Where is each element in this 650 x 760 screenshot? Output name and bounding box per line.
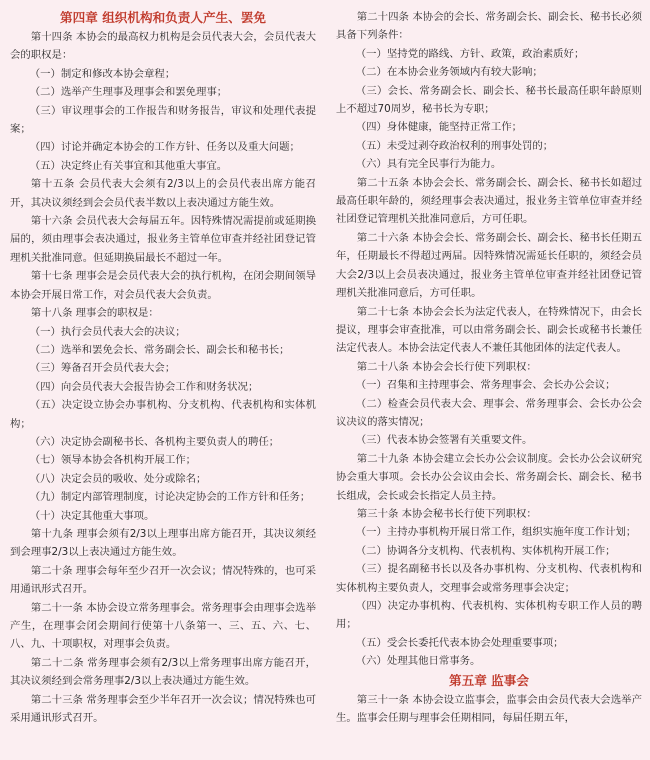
article-28-item-1: （一）召集和主持理事会、常务理事会、会长办公会议； xyxy=(355,379,616,392)
article-18-item-7: （七）领导本协会各机构开展工作； xyxy=(29,454,196,467)
article-18-item-4: （四）向会员代表大会报告协会工作和财务状况； xyxy=(29,380,259,393)
article-14: 第十四条 本协会的最高权力机构是会员代表大会，会员代表大会的职权是： xyxy=(10,31,316,62)
article-18-item-3: （三）筹备召开会员代表大会； xyxy=(29,362,176,375)
article-30-item-1: （一）主持办事机构开展日常工作，组织实施年度工作计划； xyxy=(355,526,637,539)
chapter-five-heading: 第五章 监事会 xyxy=(449,672,529,688)
article-24-item-1: （一）坚持党的路线、方针、政策，政治素质好； xyxy=(355,47,585,60)
article-30-item-2: （二）协调各分支机构、代表机构、实体机构开展工作； xyxy=(355,544,616,557)
article-24-item-6: （六）具有完全民事行为能力。 xyxy=(355,158,502,171)
article-18-item-10: （十）决定其他重大事项。 xyxy=(29,509,155,522)
article-19: 第十九条 理事会须有2/3以上理事出席方能召开，其决议须经到会理事2/3以上表决通过方能生效。 xyxy=(10,527,316,559)
article-14-item-1: （一）制定和修改本协会章程； xyxy=(29,67,176,80)
article-18-item-1: （一）执行会员代表大会的决议； xyxy=(29,325,186,338)
article-28-item-3: （三）代表本协会签署有关重要文件。 xyxy=(355,434,533,447)
article-30: 第三十条 本协会秘书长行使下列职权： xyxy=(356,507,537,520)
article-23: 第二十三条 常务理事会至少半年召开一次会议；情况特殊也可采用通讯形式召开。 xyxy=(10,693,316,725)
article-24-item-5: （五）未受过剥夺政治权利的刑事处罚的； xyxy=(355,139,554,152)
article-24-item-4: （四）身体健康，能坚持正常工作； xyxy=(355,121,522,134)
article-22: 第二十二条 常务理事会须有2/3以上常务理事出席方能召开，其决议须经到会常务理事2/3以上表决通过方能生效。 xyxy=(10,656,316,688)
article-21: 第二十一条 本协会设立常务理事会。常务理事会由理事会选举产生，在理事会闭会期间行使第十八条第一、三、五、六、七、八、九、十项职权，对理事会负责。 xyxy=(10,601,316,651)
article-18: 第十八条 理事会的职权是： xyxy=(30,307,159,320)
article-14-item-5: （五）决定终止有关事宜和其他重大事宜。 xyxy=(29,159,228,172)
article-14-item-4: （四）讨论并确定本协会的工作方针、任务以及重大问题； xyxy=(29,141,300,154)
article-24: 第二十四条 本协会的会长、常务副会长、副会长、秘书长必须具备下列条件： xyxy=(336,11,642,42)
article-18-item-5: （五）决定设立协会办事机构、分支机构、代表机构和实体机构； xyxy=(10,399,316,430)
article-30-item-6: （六）处理其他日常事务。 xyxy=(355,655,481,668)
article-30-item-4: （四）决定办事机构、代表机构、实体机构专职工作人员的聘用； xyxy=(336,600,642,631)
article-24-item-2: （二）在本协会业务领域内有较大影响； xyxy=(355,66,543,79)
article-18-item-8: （八）决定会员的吸收、处分或除名； xyxy=(29,472,207,485)
article-18-item-6: （六）决定协会副秘书长、各机构主要负责人的聘任； xyxy=(29,435,280,448)
article-30-item-3: （三）提名副秘书长以及各办事机构、分支机构、代表机构和实体机构主要负责人，交理事会或常务理事会决定； xyxy=(336,563,642,594)
article-26: 第二十六条 本协会会长、常务副会长、副会长、秘书长任期五年，任期最长不得超过两届。因特殊情况需延长任职的，须经会员大会2/3以上会员表决通过，报业务主管单位审查并经社团登记管理机关批准同意后，方可任职。 xyxy=(336,231,642,300)
article-31: 第三十一条 本协会设立监事会，监事会由会员代表大会选举产生。监事会任期与理事会任期相同，每届任期五年， xyxy=(336,693,642,725)
article-25: 第二十五条 本协会会长、常务副会长、副会长、秘书长如超过最高任职年龄的，须经理事会表决通过，报业务主管单位审查并经社团登记管理机关批准同意后，方可任职。 xyxy=(336,176,642,226)
article-14-item-2: （二）选举产生理事及理事会和罢免理事； xyxy=(29,86,228,99)
article-29: 第二十九条 本协会建立会长办公会议制度。会长办公会议研究协会重大事项。会长办公会议由会长、常务副会长、副会长、秘书长组成，会长或会长指定人员主持。 xyxy=(336,452,642,502)
article-14-item-3: （三）审议理事会的工作报告和财务报告，审议和处理代表提案； xyxy=(10,104,316,136)
article-24-item-3: （三）会长、常务副会长、副会长、秘书长最高任职年龄原则上不超过70周岁，秘书长为专职； xyxy=(336,84,642,116)
article-17: 第十七条 理事会是会员代表大会的执行机构，在闭会期间领导本协会开展日常工作，对会员代表大会负责。 xyxy=(10,270,316,301)
article-18-item-9: （九）制定内部管理制度，讨论决定协会的工作方针和任务； xyxy=(29,491,311,504)
chapter-four-heading: 第四章 组织机构和负责人产生、罢免 xyxy=(60,10,266,25)
article-18-item-2: （二）选举和罢免会长、常务副会长、副会长和秘书长； xyxy=(29,343,290,356)
article-30-item-5: （五）受会长委托代表本协会处理重要事项； xyxy=(355,636,564,649)
article-16: 第十六条 会员代表大会每届五年。因特殊情况需提前或延期换届的，须由理事会表决通过，报业务主管单位审查并经社团登记管理机关批准同意。但延期换届最长不超过一年。 xyxy=(10,215,316,264)
article-15: 第十五条 会员代表大会须有2/3以上的会员代表出席方能召开，其决议须经到会会员代表半数以上表决通过方能生效。 xyxy=(10,178,316,209)
article-27: 第二十七条 本协会会长为法定代表人，在特殊情况下，由会长提议，理事会审查批准，可以由常务副会长、副会长或秘书长兼任法定代表人。本协会法定代表人不兼任其他团体的法定代表人。 xyxy=(336,305,642,355)
article-28-item-2: （二）检查会员代表大会、理事会、常务理事会、会长办公会议决议的落实情况； xyxy=(336,397,642,428)
right-column xyxy=(336,8,642,727)
article-28: 第二十八条 本协会会长行使下列职权： xyxy=(356,360,537,373)
left-column xyxy=(10,8,316,727)
article-20: 第二十条 理事会每年至少召开一次会议；情况特殊的，也可采用通讯形式召开。 xyxy=(10,564,316,596)
